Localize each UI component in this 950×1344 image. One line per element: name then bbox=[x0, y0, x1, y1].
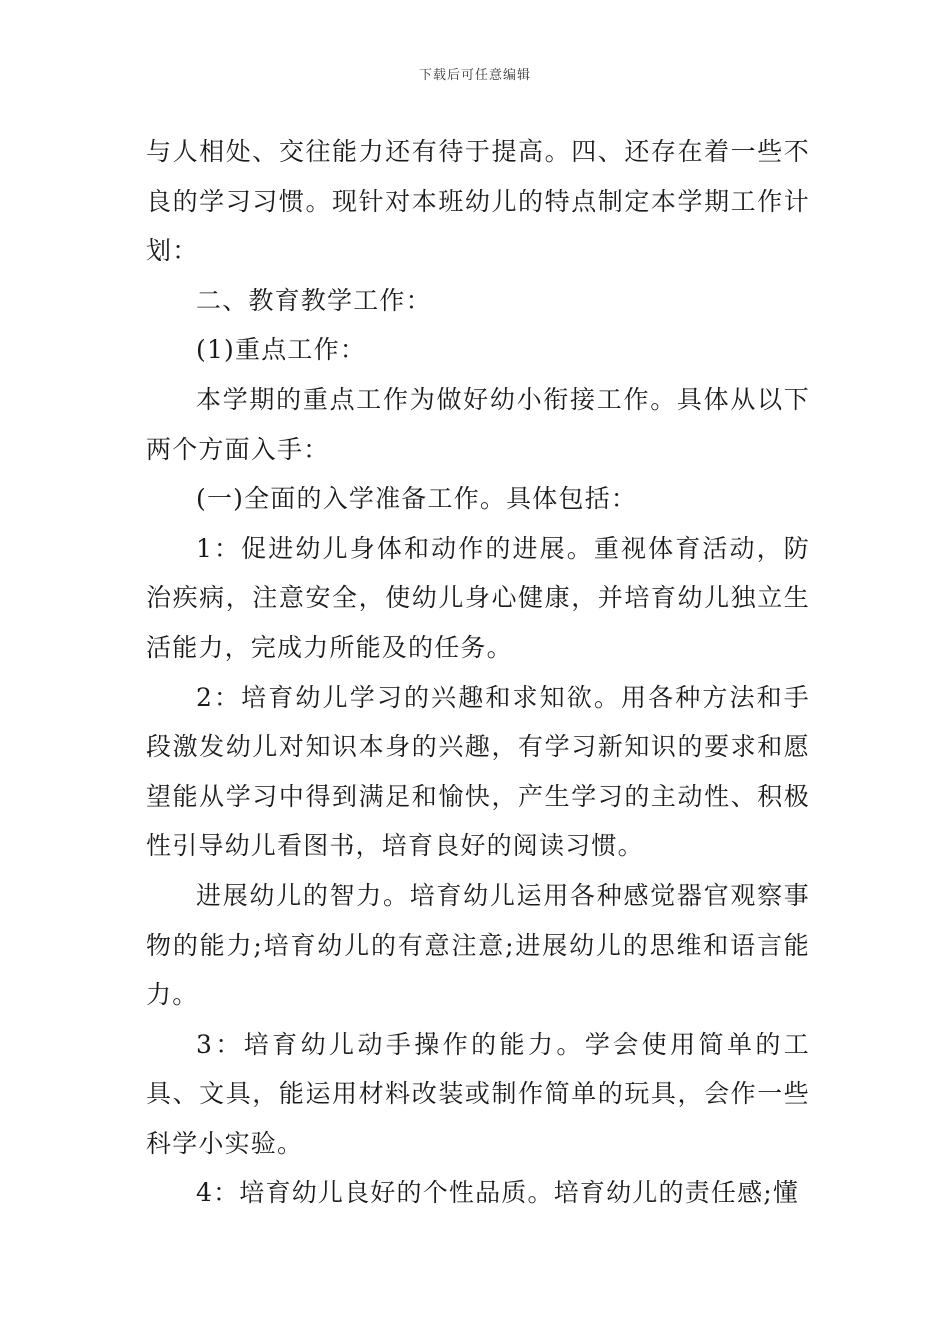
paragraph: 1：促进幼儿身体和动作的进展。重视体育活动，防治疾病，注意安全，使幼儿身心健康，并培育幼儿独立生活能力，完成力所能及的任务。 bbox=[146, 533, 810, 662]
paragraph: (一)全面的入学准备工作。具体包括： bbox=[196, 484, 638, 514]
paragraph: 二、教育教学工作： bbox=[196, 285, 432, 315]
document-body bbox=[146, 127, 810, 1218]
page-header: 下载后可任意编辑 bbox=[418, 68, 531, 83]
paragraph: 进展幼儿的智力。培育幼儿运用各种感觉器官观察事物的能力;培育幼儿的有意注意;进展幼儿的思维和语言能力。 bbox=[146, 880, 810, 1010]
paragraph: 本学期的重点工作为做好幼小衔接工作。具体从以下两个方面入手： bbox=[146, 384, 810, 464]
paragraph: 与人相处、交往能力还有待于提高。四、还存在着一些不良的学习习惯。现针对本班幼儿的特点制定本学期工作计划： bbox=[146, 137, 810, 266]
paragraph: (1)重点工作： bbox=[196, 335, 367, 365]
paragraph: 2：培育幼儿学习的兴趣和求知欲。用各种方法和手段激发幼儿对知识本身的兴趣，有学习新知识的要求和愿望能从学习中得到满足和愉快，产生学习的主动性、积极性引导幼儿看图书，培育良好的阅读习惯。 bbox=[146, 682, 810, 861]
paragraph: 3：培育幼儿动手操作的能力。学会使用简单的工具、文具，能运用材料改装或制作简单的玩具，会作一些科学小实验。 bbox=[146, 1029, 810, 1158]
paragraph: 4：培育幼儿良好的个性品质。培育幼儿的责任感;懂 bbox=[196, 1178, 800, 1208]
